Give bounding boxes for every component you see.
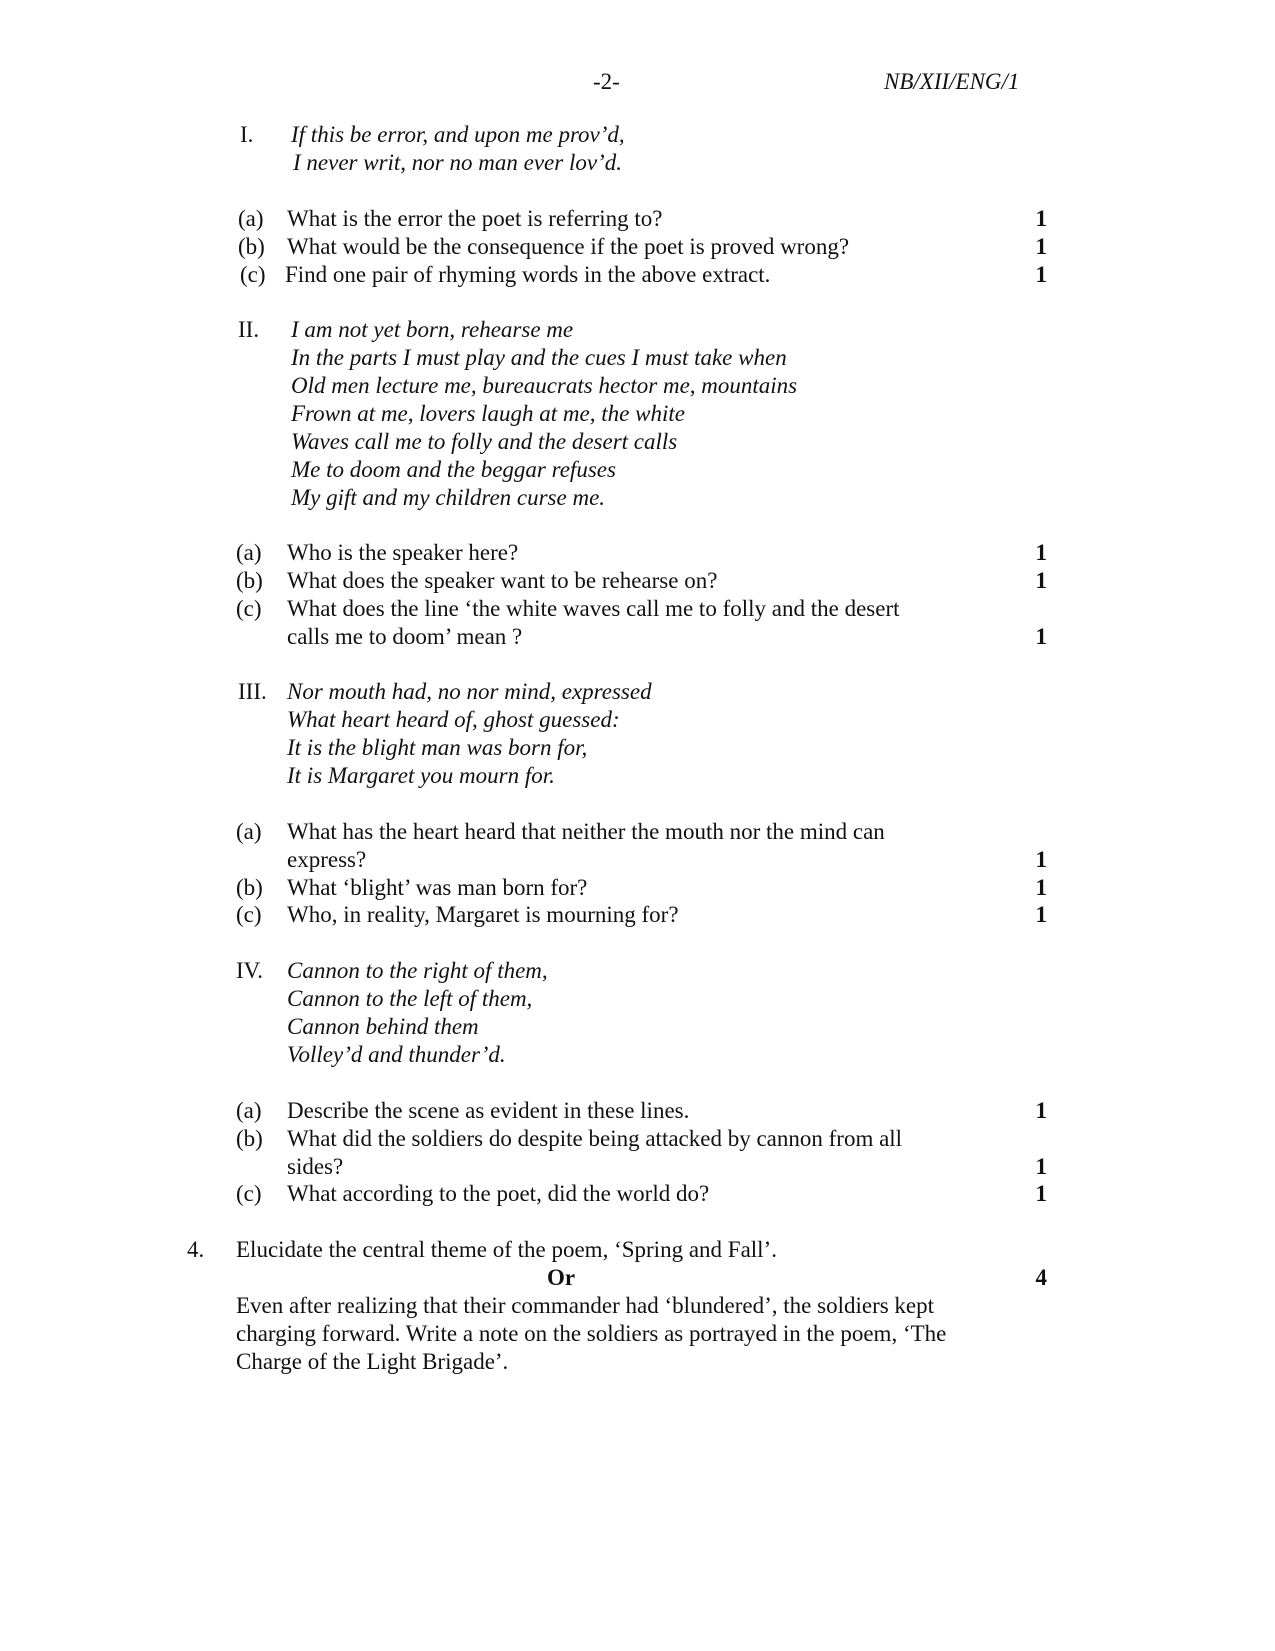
poem-line: Nor mouth had, no nor mind, expressed (287, 679, 652, 704)
sub-question-label: (c) (236, 902, 262, 927)
question-alt-text: Even after realizing that their commander had ‘blundered’, the soldiers kept (236, 1293, 935, 1318)
page-number: -2- (593, 69, 620, 94)
extract-2-number: II. (238, 317, 260, 342)
sub-question-text: What is the error the poet is referring to? (287, 206, 663, 231)
sub-question-text: What did the soldiers do despite being attacked by cannon from all (287, 1126, 903, 1151)
sub-question-text: What does the speaker want to be rehearse on? (287, 568, 718, 593)
extract-3-number: III. (238, 679, 267, 704)
marks: 1 (1035, 234, 1047, 259)
sub-question-label: (c) (236, 1181, 262, 1206)
marks: 1 (1035, 624, 1047, 649)
sub-question-text: What ‘blight’ was man born for? (287, 875, 588, 900)
sub-question-label: (b) (236, 875, 263, 900)
extract-1-number: I. (240, 122, 254, 147)
question-text: Elucidate the central theme of the poem, ‘Spring and Fall’. (236, 1237, 777, 1262)
sub-question-text: What does the line ‘the white waves call me to folly and the desert (287, 596, 900, 621)
or-separator: Or (547, 1265, 576, 1290)
poem-line: If this be error, and upon me prov’d, (291, 122, 625, 147)
marks: 4 (1035, 1265, 1047, 1290)
sub-question-label: (c) (236, 596, 262, 621)
sub-question-text: Find one pair of rhyming words in the above extract. (285, 262, 771, 287)
sub-question-label: (a) (236, 540, 262, 565)
poem-line: It is the blight man was born for, (287, 735, 588, 760)
sub-question-label: (a) (236, 819, 262, 844)
question-alt-text: charging forward. Write a note on the soldiers as portrayed in the poem, ‘The (236, 1321, 947, 1346)
poem-line: Volley’d and thunder’d. (287, 1042, 506, 1067)
sub-question-text: What according to the poet, did the world do? (287, 1181, 710, 1206)
extract-4-number: IV. (236, 958, 264, 983)
poem-line: Waves call me to folly and the desert calls (291, 429, 678, 454)
poem-line: It is Margaret you mourn for. (287, 763, 555, 788)
poem-line: Frown at me, lovers laugh at me, the white (291, 401, 685, 426)
sub-question-label: (c) (240, 262, 266, 287)
marks: 1 (1035, 847, 1047, 872)
sub-question-text: Who, in reality, Margaret is mourning for? (287, 902, 679, 927)
poem-line: My gift and my children curse me. (291, 485, 606, 510)
sub-question-text: What would be the consequence if the poet is proved wrong? (287, 234, 850, 259)
sub-question-label: (a) (236, 1098, 262, 1123)
sub-question-label: (b) (236, 1126, 263, 1151)
poem-line: In the parts I must play and the cues I must take when (291, 345, 787, 370)
marks: 1 (1035, 568, 1047, 593)
poem-line: Me to doom and the beggar refuses (291, 457, 616, 482)
marks: 1 (1035, 206, 1047, 231)
poem-line: I never writ, nor no man ever lov’d. (293, 150, 622, 175)
poem-line: What heart heard of, ghost guessed: (287, 707, 620, 732)
marks: 1 (1035, 875, 1047, 900)
question-number: 4. (187, 1237, 205, 1262)
question-alt-text: Charge of the Light Brigade’. (236, 1349, 509, 1374)
sub-question-text-continued: express? (287, 847, 367, 872)
sub-question-label: (b) (238, 234, 265, 259)
marks: 1 (1035, 540, 1047, 565)
sub-question-label: (a) (238, 206, 264, 231)
sub-question-text-continued: sides? (287, 1154, 344, 1179)
poem-line: I am not yet born, rehearse me (291, 317, 574, 342)
paper-code: NB/XII/ENG/1 (884, 69, 1020, 94)
marks: 1 (1035, 1154, 1047, 1179)
sub-question-label: (b) (236, 568, 263, 593)
poem-line: Cannon to the right of them, (287, 958, 548, 983)
sub-question-text: What has the heart heard that neither the mouth nor the mind can (287, 819, 885, 844)
sub-question-text-continued: calls me to doom’ mean ? (287, 624, 523, 649)
marks: 1 (1035, 902, 1047, 927)
sub-question-text: Who is the speaker here? (287, 540, 519, 565)
marks: 1 (1035, 1098, 1047, 1123)
poem-line: Old men lecture me, bureaucrats hector me, mountains (291, 373, 798, 398)
poem-line: Cannon behind them (287, 1014, 479, 1039)
sub-question-text: Describe the scene as evident in these lines. (287, 1098, 690, 1123)
poem-line: Cannon to the left of them, (287, 986, 533, 1011)
marks: 1 (1035, 1181, 1047, 1206)
marks: 1 (1035, 262, 1047, 287)
